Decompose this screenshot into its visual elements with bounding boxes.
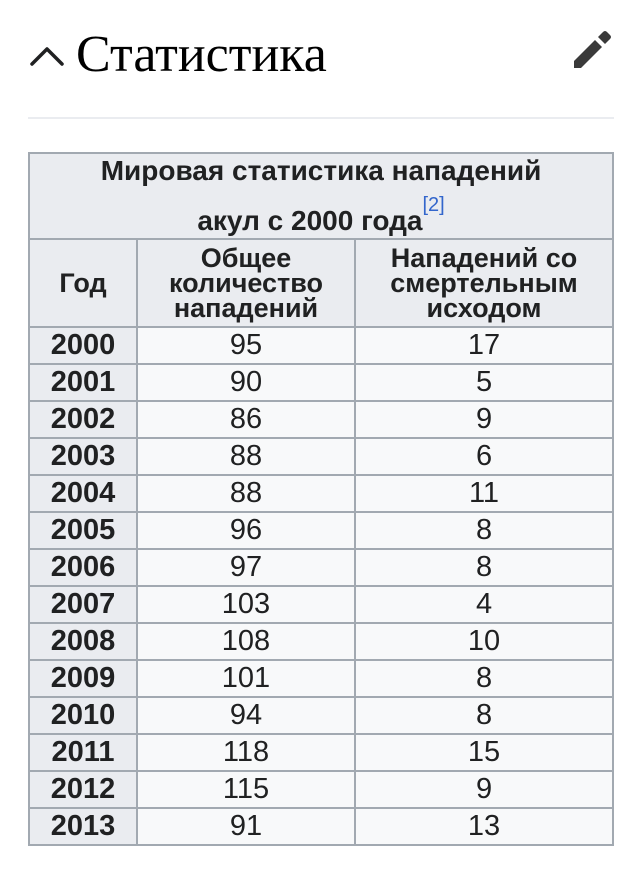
total-cell: 103 [137, 586, 355, 623]
year-cell: 2006 [29, 549, 137, 586]
year-cell: 2007 [29, 586, 137, 623]
total-cell: 94 [137, 697, 355, 734]
table-row [29, 364, 613, 401]
table-row [29, 660, 613, 697]
section-divider [28, 117, 614, 119]
total-cell: 95 [137, 327, 355, 364]
fatal-cell: 9 [355, 771, 613, 808]
table-row [29, 697, 613, 734]
year-cell: 2010 [29, 697, 137, 734]
total-cell: 88 [137, 438, 355, 475]
header-fatal-line2: смертельным [390, 267, 578, 298]
table-row [29, 549, 613, 586]
fatal-cell: 10 [355, 623, 613, 660]
table-row [29, 771, 613, 808]
header-fatal-line3: исходом [426, 292, 542, 323]
total-cell: 108 [137, 623, 355, 660]
year-cell: 2012 [29, 771, 137, 808]
header-total-line2: количество [168, 267, 324, 298]
fatal-cell: 8 [355, 660, 613, 697]
caption-line2: акул с 2000 года [197, 205, 423, 237]
total-cell: 90 [137, 364, 355, 401]
table-row [29, 734, 613, 771]
fatal-cell: 8 [355, 697, 613, 734]
total-cell: 101 [137, 660, 355, 697]
fatal-cell: 5 [355, 364, 613, 401]
table-row [29, 808, 613, 845]
fatal-cell: 17 [355, 327, 613, 364]
year-cell: 2003 [29, 438, 137, 475]
year-cell: 2001 [29, 364, 137, 401]
pencil-icon[interactable] [568, 28, 614, 74]
total-cell: 118 [137, 734, 355, 771]
year-cell: 2011 [29, 734, 137, 771]
fatal-cell: 8 [355, 549, 613, 586]
year-cell: 2008 [29, 623, 137, 660]
year-cell: 2009 [29, 660, 137, 697]
total-cell: 115 [137, 771, 355, 808]
table-row [29, 401, 613, 438]
caption-line1: Мировая статистика нападений [100, 155, 542, 186]
table-caption [29, 153, 613, 239]
header-fatal-line1: Нападений со [390, 242, 578, 273]
fatal-cell: 6 [355, 438, 613, 475]
table-row [29, 586, 613, 623]
fatal-cell: 9 [355, 401, 613, 438]
table-row [29, 623, 613, 660]
header-total-attacks [137, 239, 355, 327]
year-cell: 2000 [29, 327, 137, 364]
total-cell: 91 [137, 808, 355, 845]
chevron-up-icon[interactable] [28, 40, 66, 70]
fatal-cell: 13 [355, 808, 613, 845]
year-cell: 2004 [29, 475, 137, 512]
header-total-line3: нападений [173, 292, 319, 323]
total-cell: 88 [137, 475, 355, 512]
shark-attack-table [28, 152, 614, 846]
header-year: Год [29, 239, 137, 327]
reference-link[interactable]: [2] [422, 194, 445, 216]
year-cell: 2013 [29, 808, 137, 845]
total-cell: 86 [137, 401, 355, 438]
fatal-cell: 4 [355, 586, 613, 623]
fatal-cell: 15 [355, 734, 613, 771]
table-row [29, 512, 613, 549]
table-row [29, 475, 613, 512]
year-cell: 2002 [29, 401, 137, 438]
year-cell: 2005 [29, 512, 137, 549]
total-cell: 97 [137, 549, 355, 586]
header-total-line1: Общее [200, 242, 292, 273]
header-fatal-attacks [355, 239, 613, 327]
table-row [29, 438, 613, 475]
section-header [28, 20, 614, 90]
table-row [29, 327, 613, 364]
fatal-cell: 8 [355, 512, 613, 549]
section-title: Статистика [76, 26, 327, 83]
fatal-cell: 11 [355, 475, 613, 512]
total-cell: 96 [137, 512, 355, 549]
